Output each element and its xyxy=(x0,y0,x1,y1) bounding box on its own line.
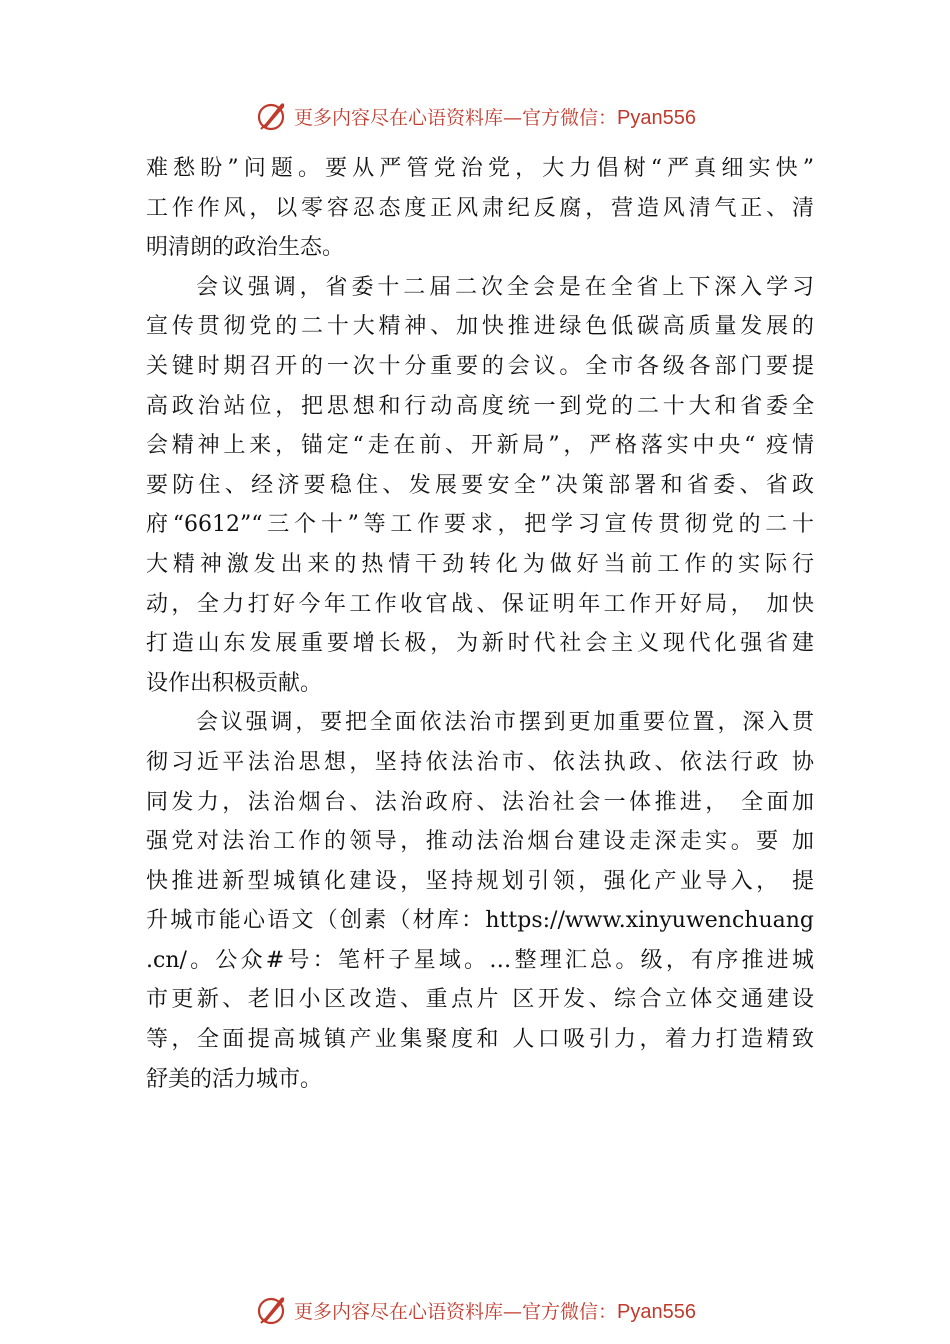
text-line: 宣传贯彻党的二十大精神、加快推进绿色低碳高质量发展的 xyxy=(146,314,814,340)
text-line: 舒美的活力城市。 xyxy=(146,1066,323,1092)
text-line: 强党对法治工作的领导，推动法治烟台建设走深走实。要 加 xyxy=(146,829,814,855)
document-body xyxy=(146,149,814,1099)
text-line: 明清朗的政治生态。 xyxy=(146,235,345,261)
quill-logo-icon xyxy=(254,98,290,134)
footer-wechat-id: Pyan556 xyxy=(617,1300,696,1323)
footer-banner xyxy=(0,1288,950,1332)
paragraph-3 xyxy=(146,703,814,1099)
text-line: 等，全面提高城镇产业集聚度和 人口吸引力，着力打造精致 xyxy=(146,1027,814,1053)
text-line: 同发力，法治烟台、法治政府、法治社会一体推进， 全面加 xyxy=(146,789,814,815)
paragraph-2 xyxy=(146,268,814,704)
text-line: 升城市能心语文（创素（材库：https://www.xinyuwenchuang xyxy=(146,908,814,934)
text-line: 工作作风，以零容忍态度正风肃纪反腐，营造风清气正、清 xyxy=(146,195,814,221)
text-line: 要防住、经济要稳住、发展要安全”决策部署和省委、省政 xyxy=(146,472,814,498)
text-line: 快推进新型城镇化建设，坚持规划引领，强化产业导入， 提 xyxy=(146,868,814,894)
text-line: 关键时期召开的一次十分重要的会议。全市各级各部门要提 xyxy=(146,353,814,379)
text-line: 会议强调，省委十二届二次全会是在全省上下深入学习 xyxy=(196,274,814,300)
text-line: 会议强调，要把全面依法治市摆到更加重要位置，深入贯 xyxy=(196,710,814,736)
text-line: 高政治站位，把思想和行动高度统一到党的二十大和省委全 xyxy=(146,393,814,419)
header-wechat-id: Pyan556 xyxy=(617,106,696,129)
paragraph-1 xyxy=(146,149,814,268)
text-line: 打造山东发展重要增长极，为新时代社会主义现代化强省建 xyxy=(146,631,814,657)
text-line: 难愁盼”问题。要从严管党治党，大力倡树“严真细实快” xyxy=(146,156,814,181)
text-line: 市更新、老旧小区改造、重点片 区开发、综合立体交通建设 xyxy=(146,987,814,1013)
text-line: 彻习近平法治思想，坚持依法治市、依法执政、依法行政 协 xyxy=(146,749,814,775)
footer-banner-text: 更多内容尽在心语资料库—官方微信：Pyan556 xyxy=(294,1300,696,1323)
text-line: 动，全力打好今年工作收官战、保证明年工作开好局， 加快 xyxy=(146,591,814,617)
text-line: 会精神上来，锚定“走在前、开新局”，严格落实中央“ 疫情 xyxy=(146,433,814,459)
text-line: 设作出积极贡献。 xyxy=(146,670,323,696)
quill-logo-icon xyxy=(254,1292,290,1328)
header-banner-text: 更多内容尽在心语资料库—官方微信：Pyan556 xyxy=(294,106,696,129)
text-line: 府“6612”“三个十”等工作要求，把学习宣传贯彻党的二十 xyxy=(146,512,814,538)
text-line: .cn/。公众#号：笔杆子星域。…整理汇总。级，有序推进城 xyxy=(146,947,814,973)
text-line: 大精神激发出来的热情干劲转化为做好当前工作的实际行 xyxy=(146,551,814,577)
header-banner xyxy=(0,94,950,138)
